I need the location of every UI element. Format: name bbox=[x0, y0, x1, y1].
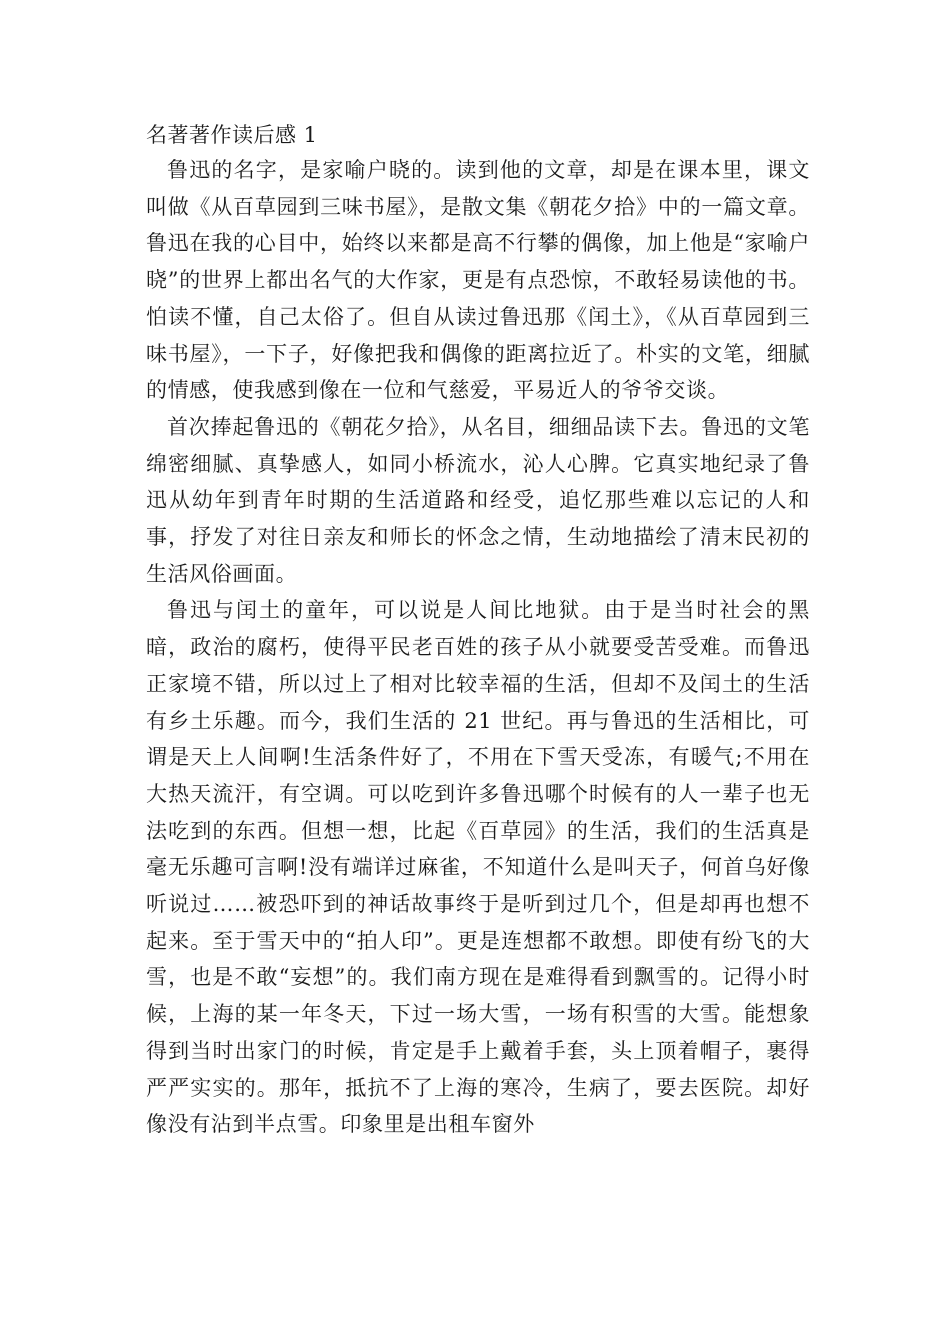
document-title: 名著著作读后感 1 bbox=[146, 123, 318, 147]
document-body bbox=[146, 118, 810, 1143]
paragraph-1: 鲁迅的名字，是家喻户晓的。读到他的文章，却是在课本里，课文叫做《从百草园到三味书屋》，是散文集《朝花夕拾》中的一篇文章。鲁迅在我的心目中，始终以来都是高不行攀的偶像，加上他是“家喻户晓”的世界上都出名气的大作家，更是有点恐惊，不敢轻易读他的书。怕读不懂，自己太俗了。但自从读过鲁迅那《闰土》，《从百草园到三味书屋》，一下子，好像把我和偶像的距离拉近了。朴实的文笔，细腻的情感，使我感到像在一位和气慈爱，平易近人的爷爷交谈。 bbox=[146, 158, 810, 403]
paragraph-3: 鲁迅与闰土的童年，可以说是人间比地狱。由于是当时社会的黑暗，政治的腐朽，使得平民老百姓的孩子从小就要受苦受难。而鲁迅正家境不错，所以过上了相对比较幸福的生活，但却不及闰土的生活有乡土乐趣。而今，我们生活的 21 世纪。再与鲁迅的生活相比，可谓是天上人间啊!生活条件好了，不用在下雪天受冻，有暖气;不用在大热天流汗，有空调。可以吃到许多鲁迅哪个时候有的人一辈子也无法吃到的东西。但想一想，比起《百草园》的生活，我们的生活真是毫无乐趣可言啊!没有端详过麻雀，不知道什么是叫天子，何首乌好像听说过……被恐吓到的神话故事终于是听到过几个，但是却再也想不起来。至于雪天中的“拍人印”。更是连想都不敢想。即使有纷飞的大雪，也是不敢“妄想”的。我们南方现在是难得看到飘雪的。记得小时候，上海的某一年冬天，下过一场大雪，一场有积雪的大雪。能想象得到当时出家门的时候，肯定是手上戴着手套，头上顶着帽子，裹得严严实实的。那年，抵抗不了上海的寒冷，生病了，要去医院。却好像没有沾到半点雪。印象里是出租车窗外 bbox=[146, 598, 810, 1137]
paragraph-2: 首次捧起鲁迅的《朝花夕拾》，从名目，细细品读下去。鲁迅的文笔绵密细腻、真挚感人，如同小桥流水，沁人心脾。它真实地纪录了鲁迅从幼年到青年时期的生活道路和经受，追忆那些难以忘记的人和事，抒发了对往日亲友和师长的怀念之情，生动地描绘了清末民初的生活风俗画面。 bbox=[146, 414, 810, 586]
